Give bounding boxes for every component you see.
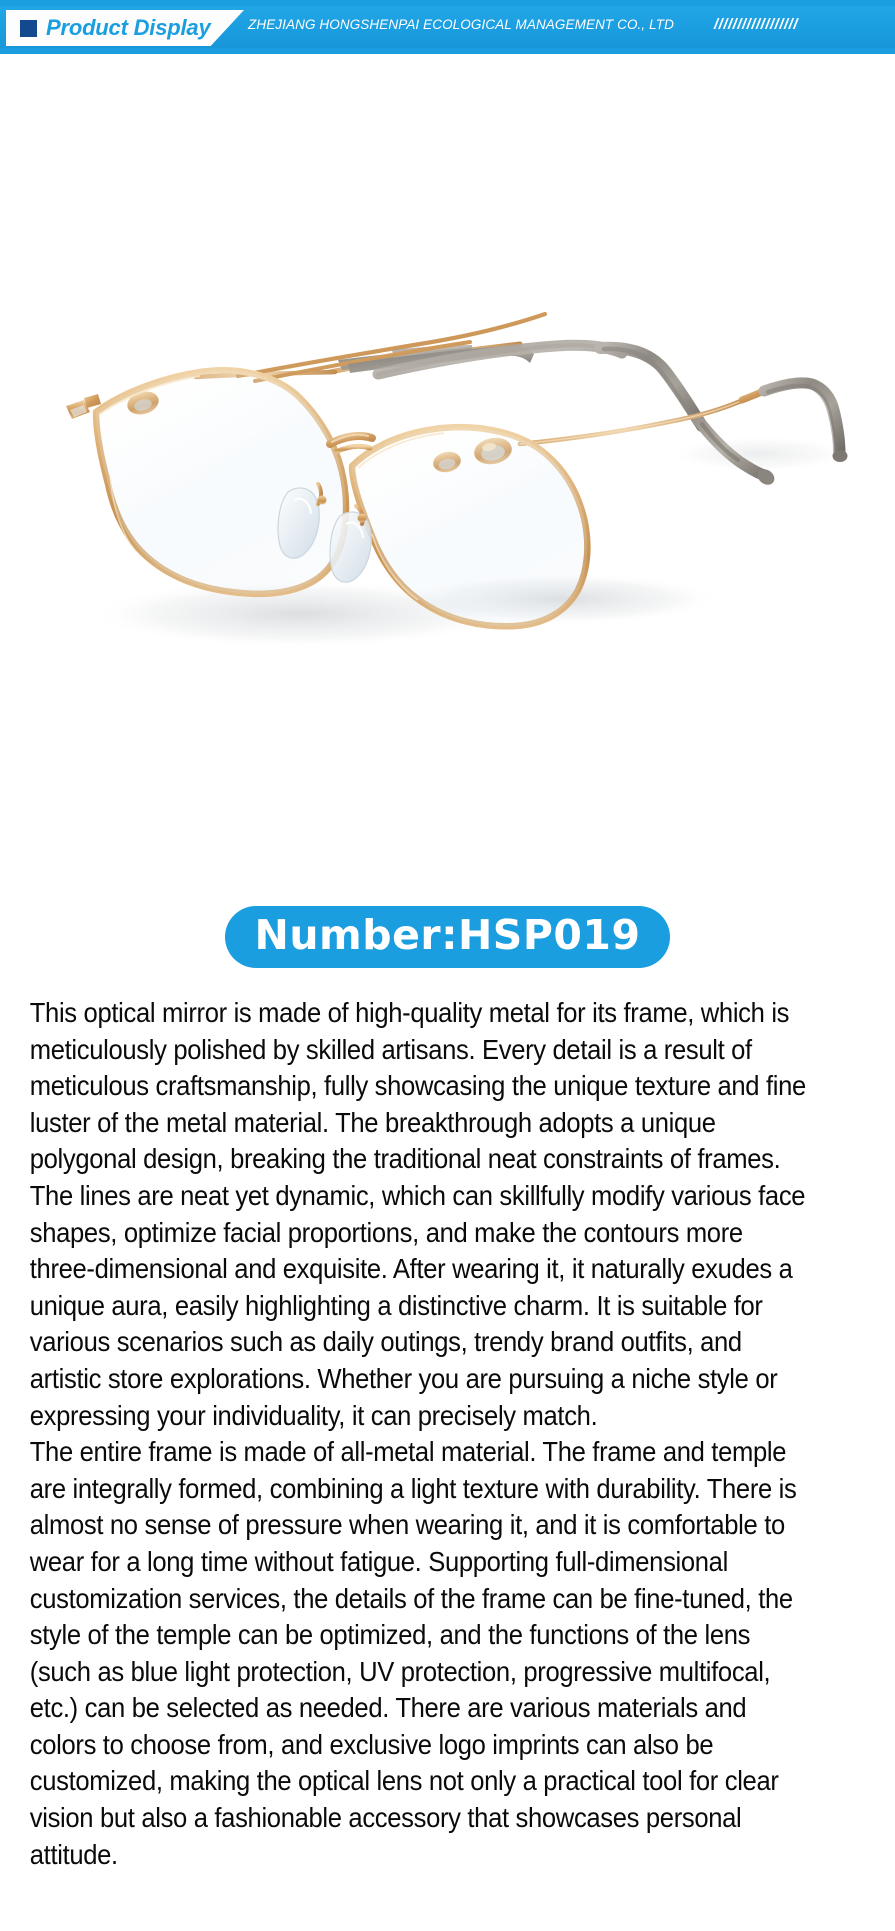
section-title-group bbox=[6, 10, 244, 46]
product-image-stage bbox=[0, 54, 895, 896]
product-photo-eyeglasses bbox=[0, 54, 895, 896]
decorative-slashes: ////////////////// bbox=[714, 16, 799, 33]
square-bullet-icon bbox=[20, 20, 37, 37]
product-description bbox=[0, 995, 832, 1873]
section-title: Product Display bbox=[46, 15, 211, 40]
product-number-badge: Number:HSP019 bbox=[225, 906, 671, 968]
product-number-badge-wrap bbox=[0, 906, 895, 968]
description-paragraph-1: This optical mirror is made of high-quality metal for its frame, which is meticulously polished by skilled artisans. Every detail is a result of meticulous craftsmanship, fully showcasing the unique texture and fine luster of the metal material. The breakthrough adopts a unique polygonal design, breaking the traditional neat constraints of frames. The lines are neat yet dynamic, which can skillfully modify various face shapes, optimize facial proportions, and make the contours more three-dimensional and exquisite. After wearing it, it naturally exudes a unique aura, easily highlighting a distinctive charm. It is suitable for various scenarios such as daily outings, trendy brand outfits, and artistic store explorations. Whether you are pursuing a niche style or expressing your individuality, it can precisely match. bbox=[29, 997, 806, 1431]
page-header-banner bbox=[0, 0, 895, 54]
company-name: ZHEJIANG HONGSHENPAI ECOLOGICAL MANAGEMENT CO., LTD bbox=[248, 17, 674, 32]
description-paragraph-2: The entire frame is made of all-metal material. The frame and temple are integrally formed, combining a light texture with durability. There is almost no sense of pressure when wearing it, and it is comfortable to wear for a long time without fatigue. Supporting full-dimensional customization services, the details of the frame can be fine-tuned, the style of the temple can be optimized, and the functions of the lens (such as blue light protection, UV protection, progressive multifocal, etc.) can be selected as needed. There are various materials and colors to choose from, and exclusive logo imprints can also be customized, making the optical lens not only a practical tool for clear vision but also a fashionable accessory that showcases personal attitude. bbox=[29, 1436, 797, 1870]
